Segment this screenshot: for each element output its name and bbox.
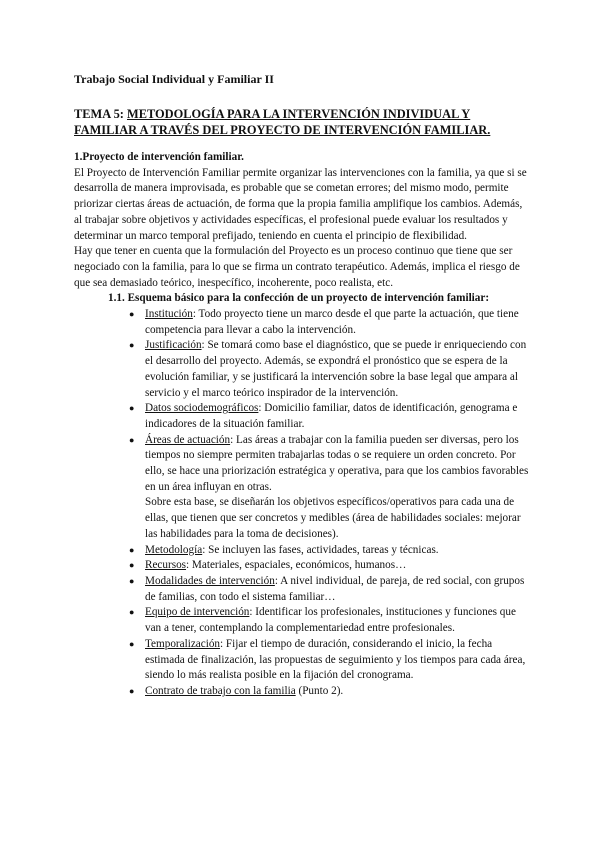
item-term: Datos sociodemográficos	[145, 402, 259, 415]
tema-title: METODOLOGÍA PARA LA INTERVENCIÓN INDIVIDUAL Y FAMILIAR A TRAVÉS DEL PROYECTO DE INTERVENCIÓN FAMILIAR.	[74, 107, 491, 137]
item-text: : Fijar el tiempo de duración, considerando el inicio, la fecha estimada de finalización, las propuestas de seguimiento y los tiempos para cada área, siendo lo más realista posible en la fijación del cronograma.	[145, 637, 526, 682]
bullet-icon: ●	[129, 685, 135, 696]
bullet-icon: ●	[129, 340, 135, 351]
item-term: Contrato de trabajo con la familia	[145, 684, 296, 697]
list-item-institucion	[74, 307, 530, 338]
item-text: : Domicilio familiar, datos de identificación, genograma e indicadores de la situación familiar.	[145, 402, 518, 430]
item-text: : Identificar los profesionales, instituciones y funciones que van a tener, contemplando la complementariedad entre profesionales.	[145, 606, 516, 635]
paragraph-1: El Proyecto de Intervención Familiar permite organizar las intervenciones con la familia, ya que si se desarrolla de manera improvisada, es probable que se cometan errores; del mismo modo, permite priorizar ciertas áreas de actuación, de forma que la propia familia amplifique los cambios. Además, al trabajar sobre objetivos y actividades específicas, el profesional puede evaluar los resultados y determinar un marco temporal prefijado, teniendo en cuenta el principio de flexibilidad.	[74, 166, 527, 242]
item-term: Recursos	[145, 559, 187, 572]
list-item-modalidades	[74, 574, 530, 605]
document-title: Trabajo Social Individual y Familiar II	[74, 72, 274, 86]
item-text: : Todo proyecto tiene un marco desde el que parte la actuación, que tiene competencia para llevar a cabo la intervención.	[145, 308, 519, 336]
list-item-recursos	[74, 558, 530, 574]
item-text: : Materiales, espaciales, económicos, humanos…	[186, 559, 407, 572]
bullet-icon: ●	[129, 309, 135, 320]
item-text: : Las áreas a trabajar con la familia pueden ser diversas, pero los tiempos no siempre permiten trabajarlas todas o se requiere un orden concreto. Por ello, se hace una priorización estratégica y operativa, para que los cambios favorables en un área influyan en otras.	[145, 433, 529, 493]
list-item-temporalizacion	[74, 637, 530, 684]
item-term: Modalidades de intervención	[145, 574, 275, 587]
areas-extra-paragraph: Sobre esta base, se diseñarán los objetivos específicos/operativos para cada una de ellas, que tienen que ser concretos y medibles (área de habilidades sociales: mejorar las habilidades para la toma de decisiones).	[145, 496, 521, 540]
list-item-metodologia	[74, 543, 530, 559]
list-item-datos	[74, 401, 530, 432]
list-item-equipo	[74, 605, 530, 636]
bullet-icon: ●	[129, 403, 135, 414]
bullet-icon: ●	[129, 544, 135, 555]
tema-prefix: TEMA 5:	[74, 107, 128, 121]
bullet-icon: ●	[129, 560, 135, 571]
bullet-icon: ●	[129, 607, 135, 618]
item-text: : Se incluyen las fases, actividades, tareas y técnicas.	[202, 543, 439, 556]
item-text: : A nivel individual, de pareja, de red social, con grupos de familias, con todo el sistema familiar…	[145, 574, 525, 603]
bullet-icon: ●	[129, 434, 135, 445]
item-term: Áreas de actuación	[145, 433, 231, 446]
paragraph-2: Hay que tener en cuenta que la formulación del Proyecto es un proceso continuo que tiene que ser negociado con la familia, para lo que se firma un contrato terapéutico. Además, implica el riesgo de que sea demasiado teórico, inespecífico, incoherente, poco realista, etc.	[74, 245, 520, 289]
tema-heading	[74, 106, 534, 138]
section-heading: 1.Proyecto de intervención familiar.	[74, 151, 244, 163]
item-term: Metodología	[145, 543, 203, 556]
subsection-heading: 1.1. Esquema básico para la confección de un proyecto de intervención familiar:	[108, 292, 490, 305]
item-term: Justificación	[145, 339, 202, 352]
item-term: Equipo de intervención	[145, 606, 250, 619]
bullet-list-continued	[74, 543, 530, 700]
item-text: (Punto 2).	[295, 684, 344, 697]
document-body	[74, 150, 530, 700]
list-item-areas	[74, 433, 530, 496]
item-term: Temporalización	[145, 637, 221, 650]
list-item-contrato	[74, 684, 530, 700]
bullet-list	[74, 307, 530, 495]
bullet-icon: ●	[129, 638, 135, 649]
item-term: Institución	[145, 308, 193, 321]
list-item-justificacion	[74, 338, 530, 401]
bullet-icon: ●	[129, 575, 135, 586]
item-text: : Se tomará como base el diagnóstico, que se puede ir enriqueciendo con el desarrollo del proyecto. Además, se expondrá el pronóstico que se espera de la evolución familiar, y se justificará la intervención sobre la base legal que ampara al servicio y el marco teórico inspirador de la intervención.	[145, 339, 527, 399]
